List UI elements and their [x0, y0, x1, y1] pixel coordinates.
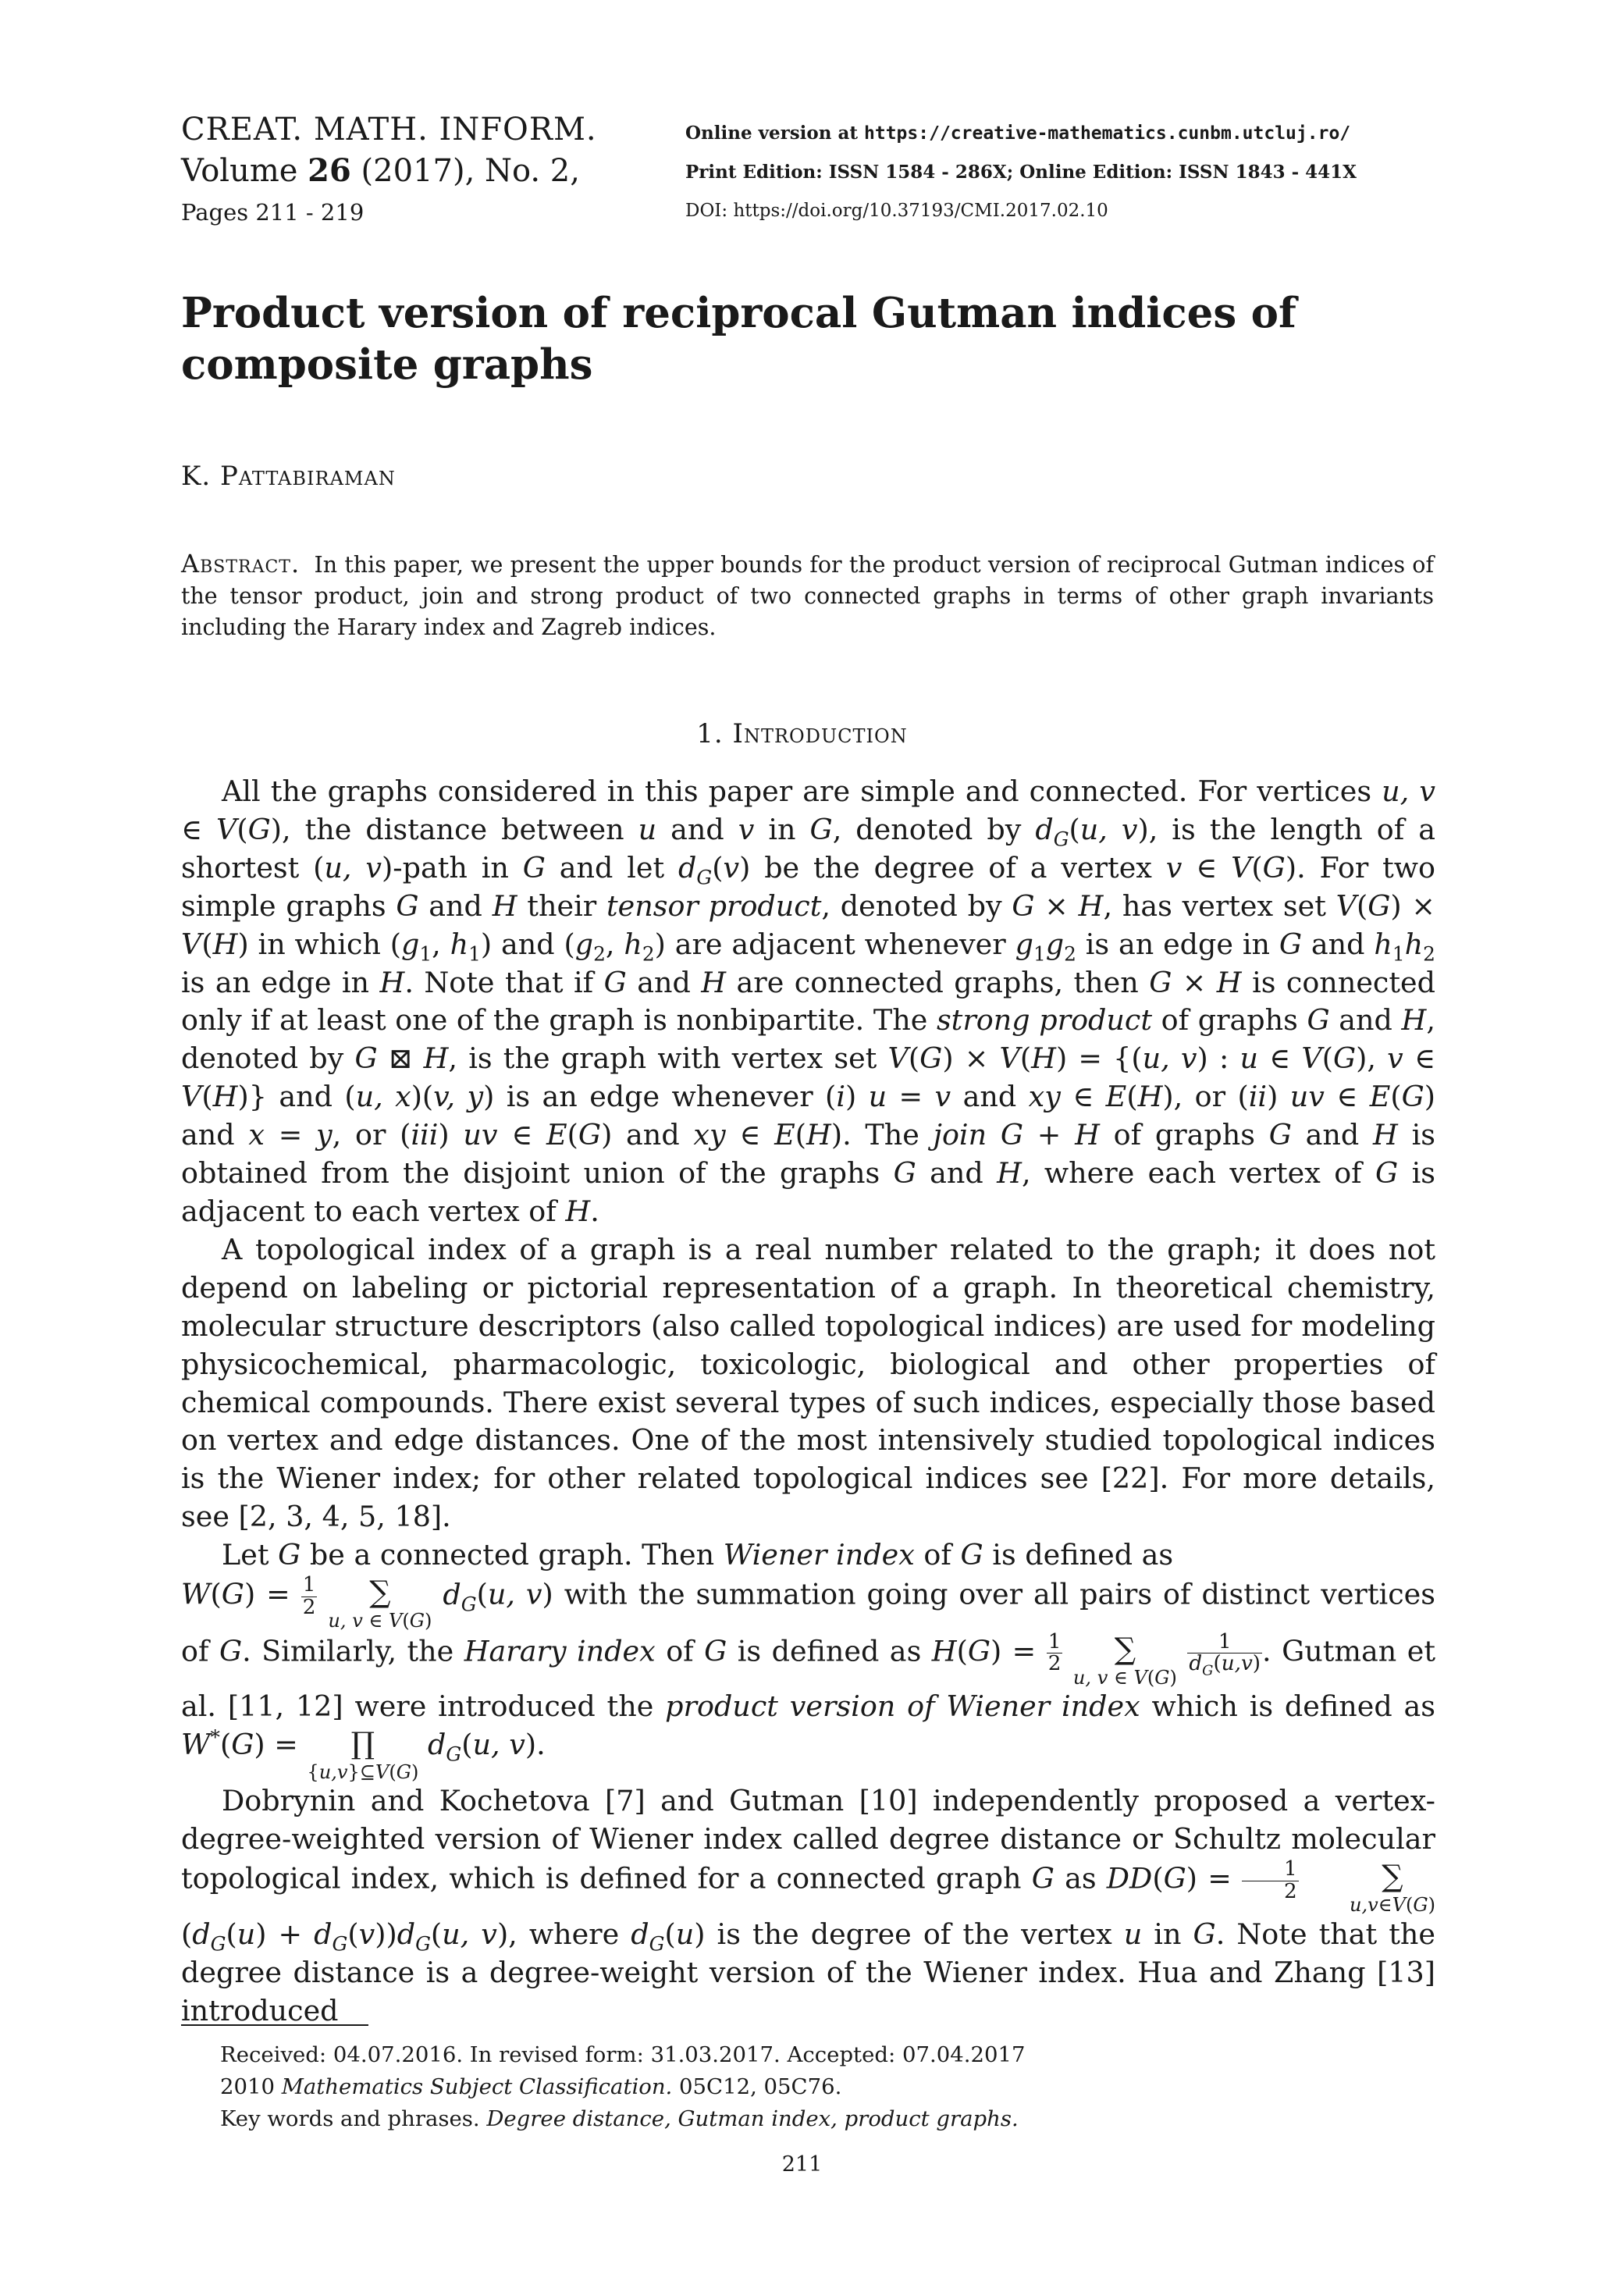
journal-volume: Volume 26 (2017), No. 2, — [181, 152, 580, 189]
online-url[interactable]: https://creative-mathematics.cunbm.utcluj.ro/ — [864, 123, 1351, 144]
abstract — [181, 548, 1434, 643]
paragraph-definitions: All the graphs considered in this paper are simple and connected. For vertices u, v ∈ V(G), the distance between u and v in G, denoted by $d_G(u$, v), is the length of a shortest (u, v)-path in G and let $d_G(v)$ be the degree of a vertex v ∈ V(G). For two simple graphs G and H their tensor product, denoted by G × H, has vertex set V(G) × V(H) in which ($g_1$, $h_1$) and ($g_2$, $h_2$) are adjacent whenever $g_1g_2$ is an edge in G and $h_1h_2$ is an edge in H. Note that if G and H are connected graphs, then G × H is connected only if at least one of the graph is nonbipartite. The strong product of graphs G and H, denoted by G ⊠ H, is the graph with vertex set V(G) × V(H) = {(u, v) : u ∈ V(G), v ∈ V(H)} and (u, x)(v, y) is an edge whenever (i) u = v and xy ∈ E(H), or (ii) uv ∈ E(G) and x = y, or (iii) uv ∈ E(G) and xy ∈ E(H). The join G + H of graphs G and H is obtained from the disjoint union of the graphs G and H, where each vertex of G is adjacent to each vertex of H. — [181, 774, 1436, 1228]
paragraph-degree-distance: Dobrynin and Kochetova [7] and Gutman [10] independently proposed a vertex-degree-weighted version of Wiener index called degree distance or Schultz molecular topological index, which is defined for a connected graph G as DD(G) = $\frac{1}{2}$ ∑ u,v∈V(G) $(d_G(u) + d_G(v))d_G(u$, v), where $d_G(u)$ is the degree of the vertex u in G. Note that the degree distance is a degree-weight version of the Wiener index. Hua and Zhang [13] introduced — [181, 1784, 1436, 2027]
footnote-keywords: Key words and phrases. Degree distance, Gutman index, product graphs. — [220, 2106, 1019, 2131]
journal-header — [181, 109, 618, 233]
footnote-rule — [181, 2024, 368, 2026]
online-version: Online version at https://creative-mathematics.cunbm.utcluj.ro/ — [685, 123, 1351, 144]
footnotes — [220, 2039, 1438, 2135]
section-heading-introduction: 1. Introduction — [696, 718, 908, 749]
issn-line: Print Edition: ISSN 1584 - 286X; Online Edition: ISSN 1843 - 441X — [685, 162, 1357, 183]
formula-wiener: W(G) = $\frac{1}{2}$ ∑ u, v ∈ V(G) $d_G(u$, v) with the summation going over all pairs of distinct vertices of G. Similarly, the Harary index of G is defined as H(G) = $\frac{1}{2}$ ∑ u, v ∈ V(G) $\frac{1}{d_G(u,v)}$ . Gutman et al. [11, 12] were introduced the product version of Wiener index which is defined as W*(G) = ∏ {u,v}⊆V(G) $d_G(u$, v). — [181, 1573, 1436, 1783]
abstract-text: In this paper, we present the upper bounds for the product version of reciprocal Gutman indices of the tensor product, join and strong product of two connected graphs in terms of other graph invariants including the Harary index and Zagreb indices. — [181, 552, 1434, 640]
abstract-label: Abstract. — [181, 549, 301, 578]
journal-name: CREAT. MATH. INFORM. — [181, 112, 597, 148]
journal-pages: Pages 211 - 219 — [181, 199, 365, 226]
paper-title: Product version of reciprocal Gutman indices of composite graphs — [181, 289, 1296, 389]
paragraph-topological-index: A topological index of a graph is a real number related to the graph; it does not depend on labeling or pictorial representation of a graph. In theoretical chemistry, molecular structure descriptors (also called topological indices) are used for modeling physicochemical, pharmacologic, toxicologic, biological and other properties of chemical compounds. There exist several types of such indices, especially those based on vertex and edge distances. One of the most intensively studied topological indices is the Wiener index; for other related topological indices see [22]. For more details, see [2, 3, 4, 5, 18]. — [181, 1232, 1435, 1534]
main-text — [181, 773, 1435, 2030]
publication-info — [685, 114, 1466, 230]
author-name: K. Pattabiraman — [181, 461, 396, 492]
paragraph-wiener-harary: Let G be a connected graph. Then Wiener index of G is defined as — [222, 1538, 1174, 1572]
footnote-msc: 2010 Mathematics Subject Classification. 05C12, 05C76. — [220, 2074, 842, 2099]
page-number: 211 — [781, 2152, 823, 2177]
footnote-received: Received: 04.07.2016. In revised form: 31.03.2017. Accepted: 07.04.2017 — [220, 2042, 1026, 2067]
doi-line[interactable]: DOI: https://doi.org/10.37193/CMI.2017.02.10 — [685, 201, 1108, 221]
